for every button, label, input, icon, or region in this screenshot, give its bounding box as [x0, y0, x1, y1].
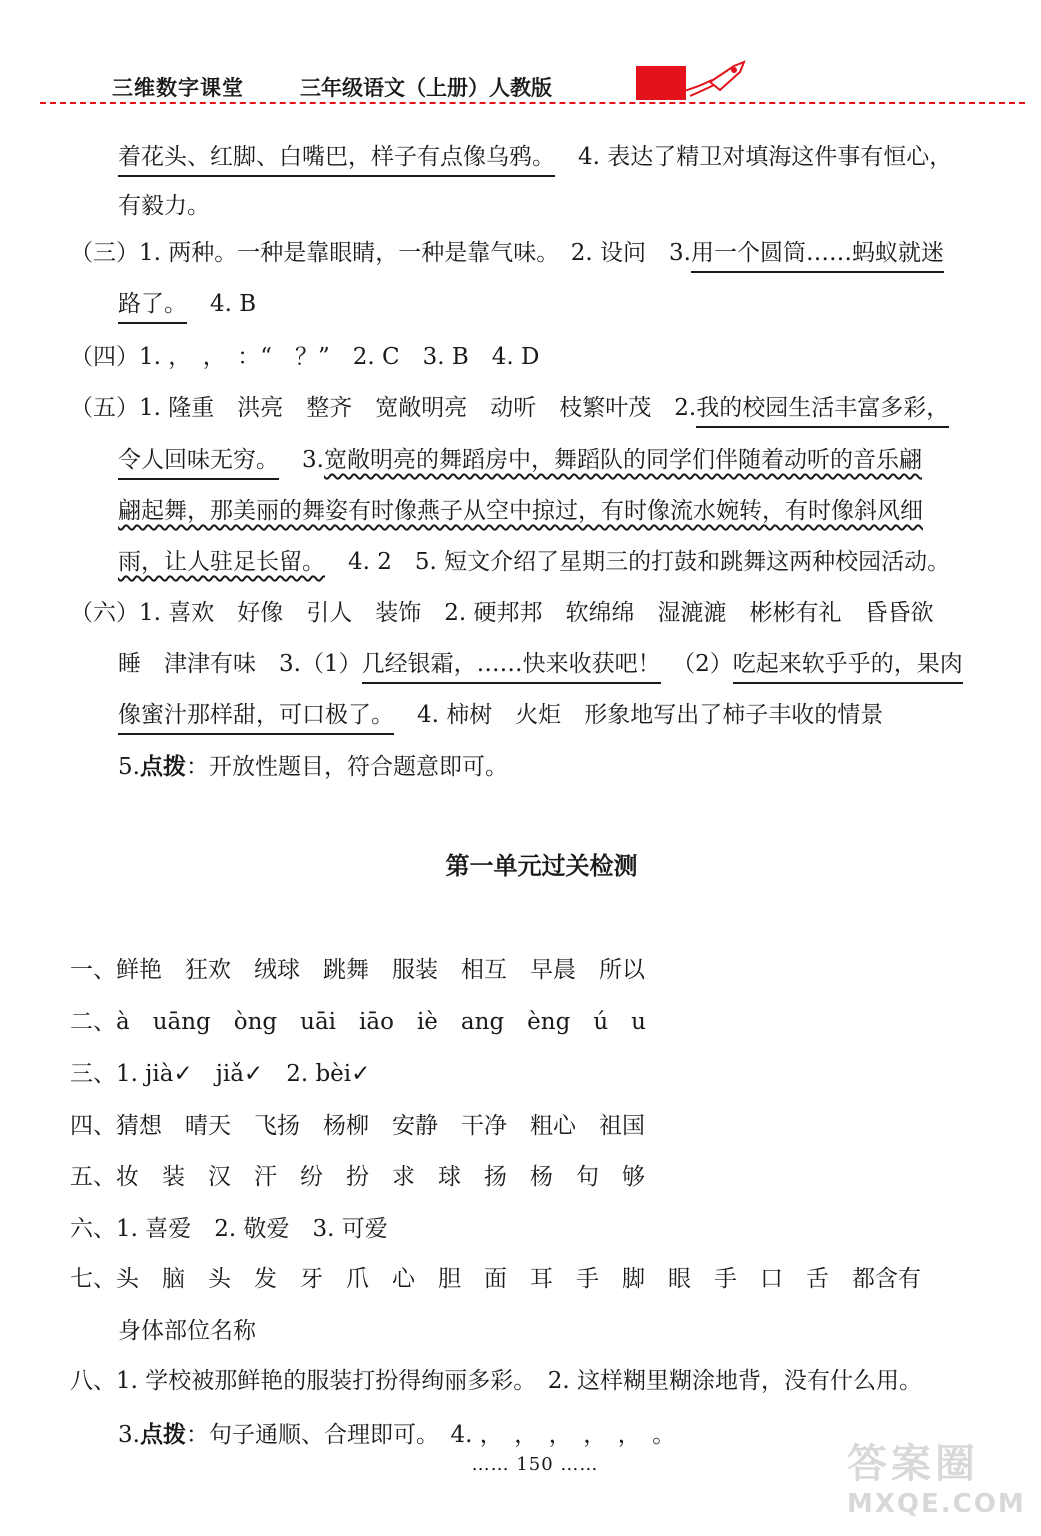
answer-line — [70, 1364, 1041, 1398]
underlined-answer: 令人回味无穷。 — [118, 443, 279, 480]
answer-line — [70, 1160, 1041, 1194]
watermark-bottom-text: MXQE.COM — [847, 1489, 1026, 1519]
answer-line — [118, 1314, 1041, 1348]
underlined-answer: 着花头、红脚、白嘴巴，样子有点像乌鸦。 — [118, 140, 555, 177]
answer-text: 4. B — [187, 291, 257, 317]
answer-line — [118, 443, 1041, 480]
answer-text: 有毅力。 — [118, 193, 210, 219]
answer-text: ：句子通顺、合理即可。 4. ， ， ， ， ， 。 — [185, 1422, 676, 1448]
watermark-logo — [847, 1432, 1026, 1522]
answer-text: 三、1. jià✓ jiǎ✓ 2. bèi✓ — [70, 1061, 371, 1087]
page-header — [0, 0, 1041, 110]
answer-text: （四）1. ， ， ：“ ？” 2. C 3. B 4. D — [70, 344, 540, 370]
answer-text: 3. — [279, 447, 324, 473]
bold-label: 点拨 — [139, 753, 186, 780]
answer-line — [118, 698, 1041, 735]
answer-line — [70, 596, 1041, 630]
answer-line — [118, 545, 1041, 579]
page-number: …… 150 …… — [471, 1454, 599, 1475]
answer-text: 4. 表达了精卫对填海这件事有恒心， — [555, 144, 953, 170]
answer-line — [70, 1262, 1041, 1296]
answer-line — [118, 750, 1041, 784]
answer-line — [118, 647, 1041, 684]
answer-text: 一、鲜艳 狂欢 绒球 跳舞 服装 相互 早晨 所以 — [70, 957, 645, 983]
answer-line — [118, 287, 1041, 324]
answer-line — [70, 1212, 1041, 1246]
answer-text: 睡 津津有味 3.（1） — [118, 651, 362, 677]
answer-text: 4. 2 5. 短文介绍了星期三的打鼓和跳舞这两种校园活动。 — [325, 549, 951, 575]
watermark-top-text: 答案圈 — [847, 1441, 979, 1487]
underlined-answer: 路了。 — [118, 287, 187, 324]
answer-text: （五）1. 隆重 洪亮 整齐 宽敞明亮 动听 枝繁叶茂 2. — [70, 395, 697, 421]
answer-text: 四、猜想 晴天 飞扬 杨柳 安静 干净 粗心 祖国 — [70, 1113, 645, 1139]
answer-text: （2） — [660, 651, 733, 677]
header-divider — [40, 102, 1025, 104]
answer-text: （三）1. 两种。一种是靠眼睛，一种是靠气味。 2. 设问 3. — [70, 240, 691, 266]
underlined-answer: 像蜜汁那样甜，可口极了。 — [118, 698, 394, 735]
answer-text: 七、头 脑 头 发 牙 爪 心 胆 面 耳 手 脚 眼 手 口 舌 都含有 — [70, 1266, 921, 1292]
answer-text: 八、1. 学校被那鲜艳的服装打扮得绚丽多彩。 2. 这样糊里糊涂地背，没有什么用。 — [70, 1368, 923, 1394]
answer-line — [70, 1109, 1041, 1143]
answer-line — [70, 1005, 1041, 1039]
wavy-underlined-answer: 翩起舞，那美丽的舞姿有时像燕子从空中掠过，有时像流水婉转，有时像斜风细 — [118, 498, 923, 524]
answer-line — [70, 1057, 1041, 1091]
answer-text: 二、à uāng òng uāi iāo iè ang èng ú u — [70, 1009, 646, 1035]
wavy-underlined-answer: 宽敞明亮的舞蹈房中，舞蹈队的同学们伴随着动听的音乐翩 — [323, 447, 922, 473]
answer-text: 4. 柿树 火炬 形象地写出了柿子丰收的情景 — [394, 702, 884, 728]
underlined-answer: 几经银霜，……快来收获吧！ — [362, 647, 661, 684]
answer-text: （六）1. 喜欢 好像 引人 装饰 2. 硬邦邦 软绵绵 湿漉漉 彬彬有礼 昏昏欲 — [70, 600, 934, 626]
book-title: 三年级语文（上册）人教版 — [300, 76, 552, 100]
answer-line — [70, 236, 1041, 273]
answer-text: 五、妆 装 汉 汗 纷 扮 求 球 扬 杨 句 够 — [70, 1164, 645, 1190]
answer-text: 5. — [118, 754, 140, 780]
series-brand: 三维数字课堂 — [112, 76, 244, 100]
answer-line — [118, 189, 1041, 223]
rocket-icon — [676, 58, 748, 98]
answer-text: 3. — [118, 1422, 140, 1448]
answer-text: 六、1. 喜爱 2. 敬爱 3. 可爱 — [70, 1216, 388, 1242]
answer-text: 身体部位名称 — [118, 1318, 256, 1344]
answer-line — [70, 953, 1041, 987]
underlined-answer: 吃起来软乎乎的，果肉 — [733, 647, 963, 684]
answer-line — [70, 340, 1041, 374]
wavy-underlined-answer: 雨，让人驻足长留。 — [118, 549, 325, 575]
underlined-answer: 我的校园生活丰富多彩， — [696, 391, 949, 428]
answer-text: ：开放性题目，符合题意即可。 — [185, 754, 508, 780]
underlined-answer: 用一个圆筒……蚂蚁就迷 — [691, 236, 944, 273]
answer-line — [118, 494, 1041, 528]
bold-label: 点拨 — [139, 1421, 186, 1448]
answer-line — [70, 391, 1041, 428]
section-title: 第一单元过关检测 — [445, 852, 638, 880]
answer-line — [118, 140, 1041, 177]
